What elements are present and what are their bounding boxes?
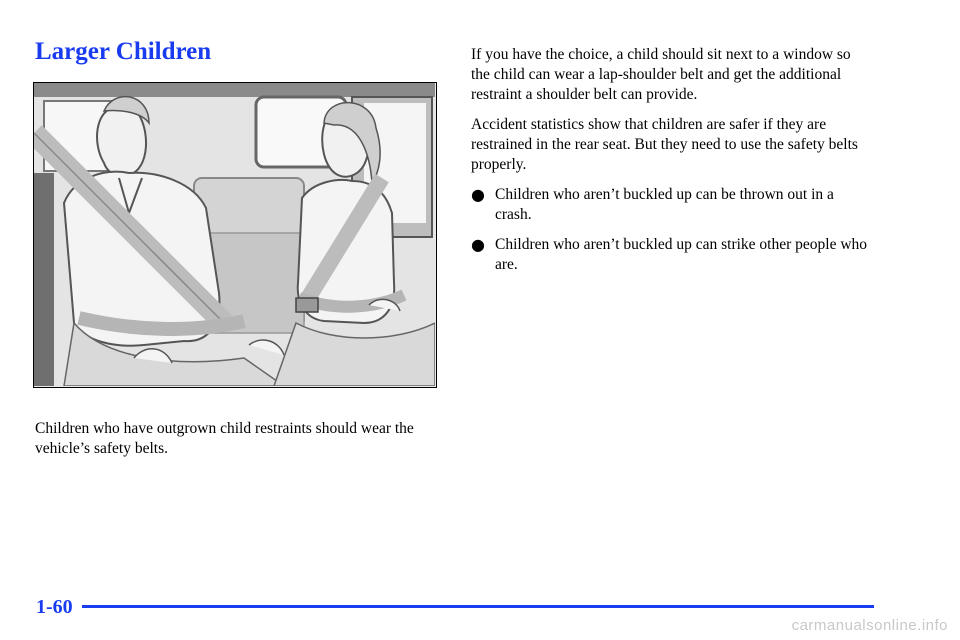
illustration-children-in-seat-belts [33,82,437,388]
list-item [471,235,871,275]
page-number: 1-60 [36,596,73,618]
bullet-icon: ● [471,185,485,204]
paragraph: If you have the choice, a child should sit next to a window so the child can wear a lap-shoulder belt and get the additional restraint a shoulder belt can provide. [471,46,851,103]
body-text [471,45,871,285]
illustration-svg [34,83,435,386]
figure-caption: Children who have outgrown child restraints should wear the vehicle’s safety belts. [35,420,414,457]
footer-rule [82,605,874,608]
list-item-text: Children who aren’t buckled up can strike other people who are. [495,236,868,273]
bullet-list [471,185,871,275]
bullet-icon: ● [471,235,485,254]
paragraph: Accident statistics show that children are safer if they are restrained in the rear seat. But they need to use the safety belts properly. [471,116,858,173]
watermark: carmanualsonline.info [791,617,948,634]
list-item [471,185,871,225]
list-item-text: Children who aren’t buckled up can be thrown out in a crash. [495,186,834,223]
page-title: Larger Children [35,38,212,65]
